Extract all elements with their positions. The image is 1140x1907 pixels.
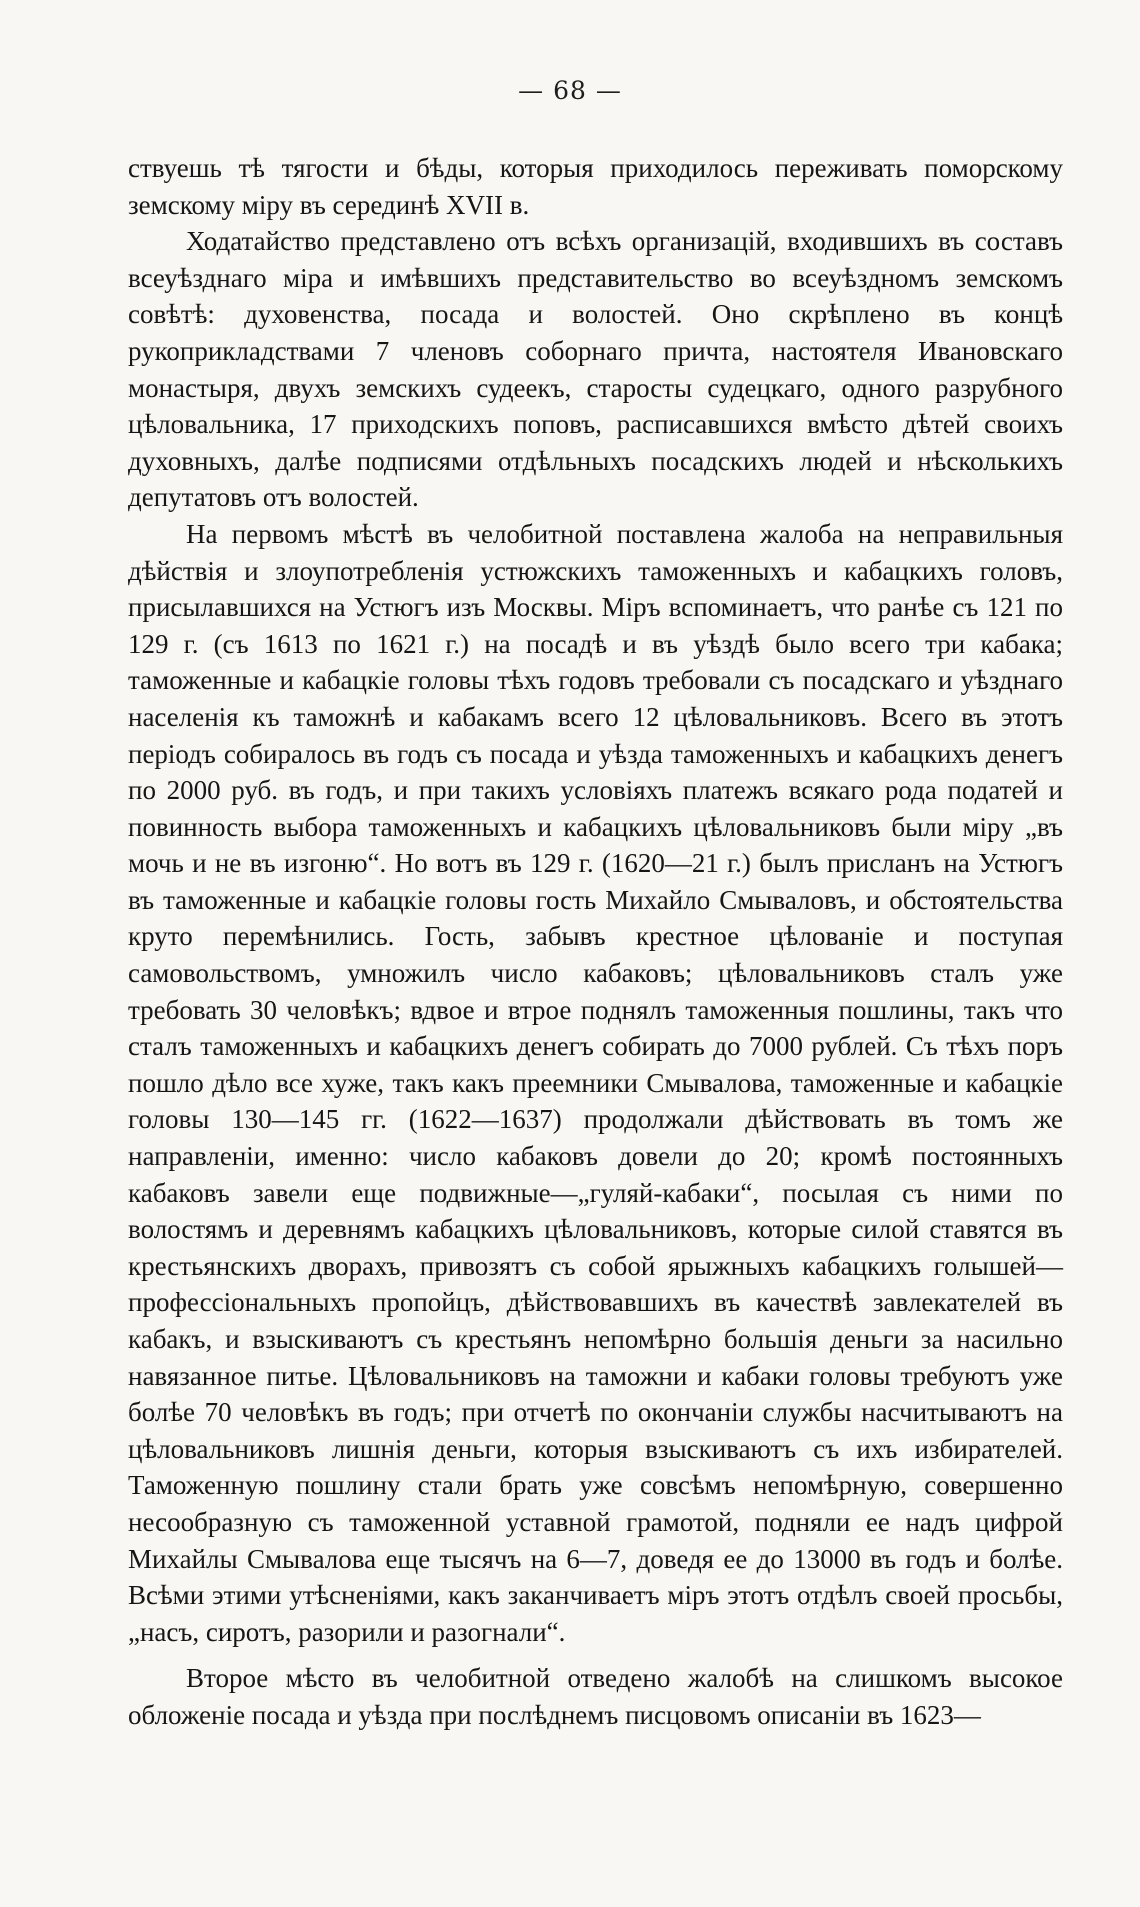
paragraph: Ходатайство представлено отъ всѣхъ организацій, входившихъ въ составъ всеуѣзднаго міра и имѣвшихъ представительство во всеуѣздномъ земскомъ совѣтѣ: духовенства, посада и волостей. Оно скрѣплено въ концѣ рукоприкладствами 7 членовъ соборнаго причта, настоятеля Ивановскаго монастыря, двухъ земскихъ судеекъ, старосты судецкаго, одного разрубного цѣловальника, 17 приходскихъ поповъ, расписавшихся вмѣсто дѣтей своихъ духовныхъ, далѣе подписями отдѣльныхъ посадскихъ людей и нѣсколькихъ депутатовъ отъ волостей.: [128, 226, 1063, 513]
page-number: — 68 —: [518, 76, 622, 105]
paragraph: Второе мѣсто въ челобитной отведено жалобѣ на слишкомъ высокое обложеніе посада и уѣзда при послѣднемъ писцовомъ описаніи въ 1623—: [128, 1663, 1063, 1730]
paragraph: На первомъ мѣстѣ въ челобитной поставлена жалоба на неправильныя дѣйствія и злоупотребленія устюжскихъ таможенныхъ и кабацкихъ головъ, присылавшихся на Устюгъ изъ Москвы. Міръ вспоминаетъ, что ранѣе съ 121 по 129 г. (съ 1613 по 1621 г.) на посадѣ и въ уѣздѣ было всего три кабака; таможенные и кабацкіе головы тѣхъ годовъ требовали съ посадскаго и уѣзднаго населенія къ таможнѣ и кабакамъ всего 12 цѣловальниковъ. Всего въ этотъ періодъ собиралось въ годъ съ посада и уѣзда таможенныхъ и кабацкихъ денегъ по 2000 руб. въ годъ, и при такихъ условіяхъ платежъ всякаго рода податей и повинность выбора таможенныхъ и кабацкихъ цѣловальниковъ были міру „въ мочь и не въ изгоню“. Но вотъ въ 129 г. (1620—21 г.) былъ присланъ на Устюгъ въ таможенные и кабацкіе головы гость Михайло Смываловъ, и обстоятельства круто перемѣнились. Гость, забывъ крестное цѣлованіе и поступая самовольствомъ, умножилъ число кабаковъ; цѣловальниковъ сталъ уже требовать 30 человѣкъ; вдвое и втрое поднялъ таможенныя пошлины, такъ что сталъ таможенныхъ и кабацкихъ денегъ собирать до 7000 рублей. Съ тѣхъ поръ пошло дѣло все хуже, такъ какъ преемники Смывалова, таможенные и кабацкіе головы 130—145 гг. (1622—1637) продолжали дѣйствовать въ томъ же направленіи, именно: число кабаковъ довели до 20; кромѣ постоянныхъ кабаковъ завели еще подвижные—„гуляй-кабаки“, посылая съ ними по волостямъ и деревнямъ кабацкихъ цѣловальниковъ, которые силой ставятся въ крестьянскихъ дворахъ, привозятъ съ собой ярыжныхъ кабацкихъ голышей—профессіональныхъ пропойцъ, дѣйствовавшихъ въ качествѣ завлекателей въ кабакъ, и взыскиваютъ съ крестьянъ непомѣрно большія деньги за насильно навязанное питье. Цѣловальниковъ на таможни и кабаки головы требуютъ уже болѣе 70 человѣкъ въ годъ; при отчетѣ по окончаніи службы насчитываютъ на цѣловальниковъ лишнія деньги, которыя взыскиваютъ съ ихъ избирателей. Таможенную пошлину стали брать уже совсѣмъ непомѣрную, совершенно несообразную съ таможенной уставной грамотой, подняли ее надъ цифрой Михайлы Смывалова еще тысячъ на 6—7, доведя ее до 13000 въ годъ и болѣе. Всѣми этими утѣсненіями, какъ заканчиваетъ міръ этотъ отдѣлъ своей просьбы, „насъ, сиротъ, разорили и разогнали“.: [128, 518, 1063, 1647]
paragraph-continuation: ствуешь тѣ тягости и бѣды, которыя приходилось переживать поморскому земскому міру въ серединѣ XVII в.: [128, 153, 1063, 220]
body-text: [128, 150, 1063, 1734]
